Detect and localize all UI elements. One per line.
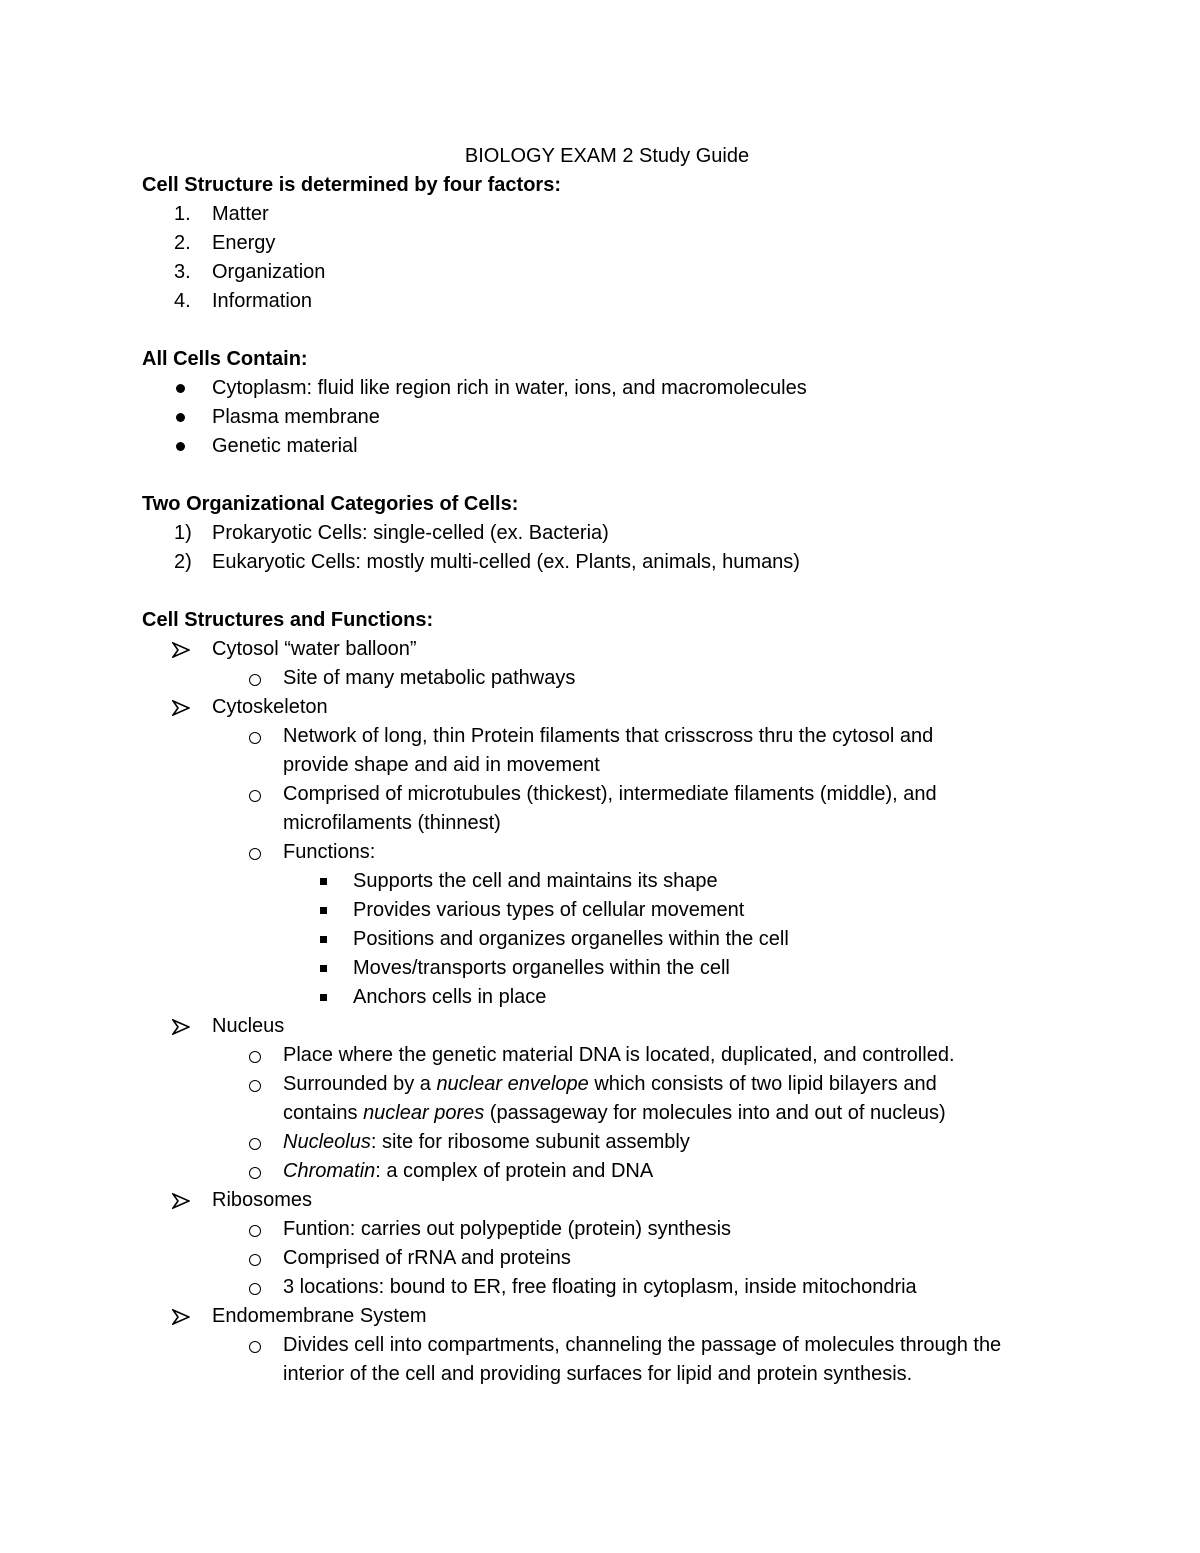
list-item-continuation xyxy=(142,1099,1072,1128)
circle-bullet-icon xyxy=(249,790,261,802)
list-item xyxy=(142,432,1072,461)
list-item-text: Network of long, thin Protein filaments that crisscross thru the cytosol and xyxy=(283,725,934,747)
text-run: : a complex of protein and DNA xyxy=(375,1160,654,1182)
list-item xyxy=(142,1331,1072,1360)
list-item-text: Provides various types of cellular movement xyxy=(353,899,745,921)
list-item-text xyxy=(283,1070,937,1099)
list-item xyxy=(142,693,1072,722)
square-bullet-icon xyxy=(320,878,327,885)
list-item xyxy=(142,1302,1072,1331)
circle-bullet-icon xyxy=(249,848,261,860)
section-heading-structures: Cell Structures and Functions: xyxy=(142,609,434,631)
term-italic: Nucleolus xyxy=(283,1131,371,1153)
circle-bullet-icon xyxy=(249,1341,261,1353)
list-item xyxy=(142,229,1072,258)
list-item xyxy=(142,1186,1072,1215)
list-item xyxy=(142,925,1072,954)
list-item xyxy=(142,838,1072,867)
list-item xyxy=(142,954,1072,983)
spacer xyxy=(142,316,1072,345)
list-item-continuation xyxy=(142,1360,1072,1389)
section-heading-four-factors: Cell Structure is determined by four factors: xyxy=(142,174,561,196)
list-number: 2. xyxy=(174,232,191,254)
list-item-text: Moves/transports organelles within the cell xyxy=(353,957,730,979)
list-item xyxy=(142,1128,1072,1157)
list-number: 2) xyxy=(174,551,192,573)
circle-bullet-icon xyxy=(249,1167,261,1179)
list-item-text xyxy=(283,1157,653,1186)
bullet-icon xyxy=(176,413,185,422)
list-item-text: Eukaryotic Cells: mostly multi-celled (ex. Plants, animals, humans) xyxy=(212,551,800,573)
section-heading-all-cells: All Cells Contain: xyxy=(142,348,308,370)
document-body xyxy=(142,142,1072,1389)
square-bullet-icon xyxy=(320,936,327,943)
text-run: Surrounded by a xyxy=(283,1073,437,1095)
list-item xyxy=(142,519,1072,548)
list-item-text: Comprised of microtubules (thickest), intermediate filaments (middle), and xyxy=(283,783,937,805)
list-item-text: Energy xyxy=(212,232,276,254)
list-item-text: Information xyxy=(212,290,313,312)
list-item-text: Plasma membrane xyxy=(212,406,380,428)
list-item-text: Anchors cells in place xyxy=(353,986,547,1008)
circle-bullet-icon xyxy=(249,1225,261,1237)
list-item-text: Divides cell into compartments, channeling the passage of molecules through the xyxy=(283,1334,1002,1356)
list-item-text: Cytoplasm: fluid like region rich in water, ions, and macromolecules xyxy=(212,377,807,399)
bullet-icon xyxy=(176,384,185,393)
list-item-text: Supports the cell and maintains its shape xyxy=(353,870,718,892)
circle-bullet-icon xyxy=(249,732,261,744)
text-run: : site for ribosome subunit assembly xyxy=(370,1131,690,1153)
term-italic: nuclear envelope xyxy=(436,1073,589,1095)
arrowhead-bullet-icon xyxy=(172,700,190,716)
list-item-text xyxy=(283,1128,690,1157)
list-item xyxy=(142,1012,1072,1041)
list-item xyxy=(142,722,1072,751)
text-run: (passageway for molecules into and out of nucleus) xyxy=(484,1102,946,1124)
list-item-text: Ribosomes xyxy=(212,1189,313,1211)
square-bullet-icon xyxy=(320,907,327,914)
list-item-text: Place where the genetic material DNA is located, duplicated, and controlled. xyxy=(283,1044,955,1066)
bullet-icon xyxy=(176,442,185,451)
arrowhead-bullet-icon xyxy=(172,1309,190,1325)
list-item xyxy=(142,1215,1072,1244)
circle-bullet-icon xyxy=(249,1080,261,1092)
list-item xyxy=(142,258,1072,287)
term-italic: nuclear pores xyxy=(363,1102,485,1124)
list-item-text: 3 locations: bound to ER, free floating in cytoplasm, inside mitochondria xyxy=(283,1276,917,1298)
list-item xyxy=(142,1157,1072,1186)
arrowhead-bullet-icon xyxy=(172,1193,190,1209)
term-italic: Chromatin xyxy=(283,1160,376,1182)
list-item-text: Endomembrane System xyxy=(212,1305,427,1327)
list-number: 1) xyxy=(174,522,192,544)
list-item-text: interior of the cell and providing surfaces for lipid and protein synthesis. xyxy=(283,1363,913,1385)
list-item xyxy=(142,635,1072,664)
list-item xyxy=(142,896,1072,925)
page-title: BIOLOGY EXAM 2 Study Guide xyxy=(464,145,750,167)
list-item xyxy=(142,200,1072,229)
list-item-text xyxy=(283,1099,946,1128)
square-bullet-icon xyxy=(320,965,327,972)
list-item-text: provide shape and aid in movement xyxy=(283,754,600,776)
list-item-text: Nucleus xyxy=(212,1015,285,1037)
list-item xyxy=(142,1041,1072,1070)
list-item-text: Prokaryotic Cells: single-celled (ex. Bacteria) xyxy=(212,522,609,544)
list-item-text: Matter xyxy=(212,203,269,225)
list-item xyxy=(142,867,1072,896)
spacer xyxy=(142,577,1072,606)
list-number: 1. xyxy=(174,203,191,225)
list-item xyxy=(142,983,1072,1012)
list-item xyxy=(142,780,1072,809)
list-item xyxy=(142,1273,1072,1302)
circle-bullet-icon xyxy=(249,1254,261,1266)
list-item xyxy=(142,374,1072,403)
circle-bullet-icon xyxy=(249,1051,261,1063)
list-number: 4. xyxy=(174,290,191,312)
list-item-text: Functions: xyxy=(283,841,376,863)
circle-bullet-icon xyxy=(249,674,261,686)
list-item-text: Comprised of rRNA and proteins xyxy=(283,1247,571,1269)
list-number: 3. xyxy=(174,261,191,283)
text-run: which consists of two lipid bilayers and xyxy=(588,1073,937,1095)
spacer xyxy=(142,461,1072,490)
list-item-text: Funtion: carries out polypeptide (protein) synthesis xyxy=(283,1218,732,1240)
list-item-text: Site of many metabolic pathways xyxy=(283,667,576,689)
list-item xyxy=(142,1070,1072,1099)
list-item xyxy=(142,548,1072,577)
list-item xyxy=(142,664,1072,693)
square-bullet-icon xyxy=(320,994,327,1001)
section-heading-categories: Two Organizational Categories of Cells: xyxy=(142,493,519,515)
text-run: contains xyxy=(283,1102,364,1124)
list-item xyxy=(142,287,1072,316)
list-item-text: Organization xyxy=(212,261,326,283)
arrowhead-bullet-icon xyxy=(172,1019,190,1035)
list-item-text: Cytoskeleton xyxy=(212,696,328,718)
list-item-text: Genetic material xyxy=(212,435,358,457)
circle-bullet-icon xyxy=(249,1138,261,1150)
list-item-continuation xyxy=(142,751,1072,780)
circle-bullet-icon xyxy=(249,1283,261,1295)
list-item-continuation xyxy=(142,809,1072,838)
arrowhead-bullet-icon xyxy=(172,642,190,658)
list-item xyxy=(142,403,1072,432)
list-item xyxy=(142,1244,1072,1273)
list-item-text: microfilaments (thinnest) xyxy=(283,812,501,834)
list-item-text: Cytosol “water balloon” xyxy=(212,638,417,660)
list-item-text: Positions and organizes organelles within the cell xyxy=(353,928,789,950)
